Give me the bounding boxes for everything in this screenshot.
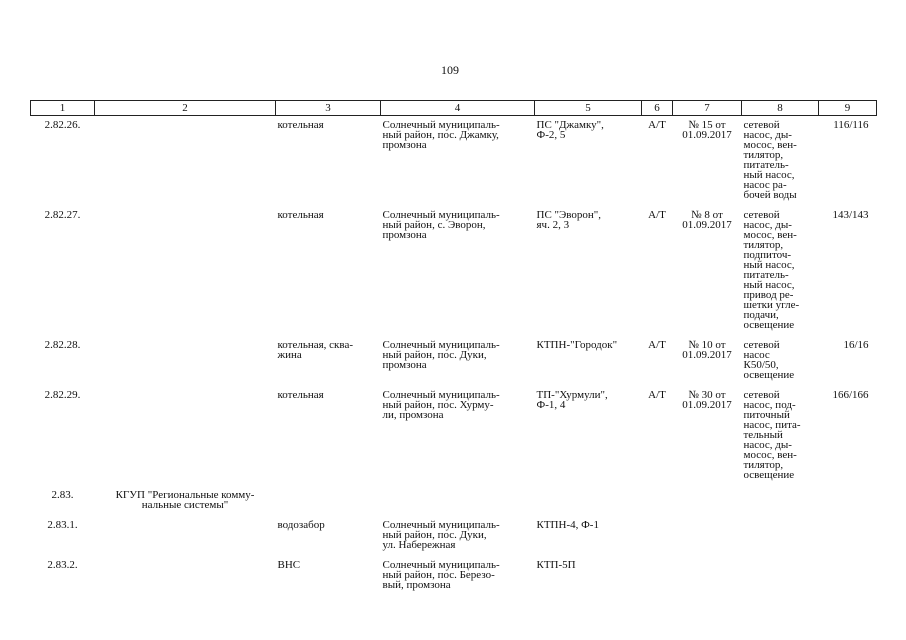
document-cell: № 8 от 01.09.2017	[682, 209, 732, 231]
location-cell: Солнечный муниципаль- ный район, пос. Джамку, промзона	[382, 119, 500, 151]
location-cell: Солнечный муниципаль- ный район, пос. Дуки, ул. Набережная	[382, 519, 500, 551]
equipment-cell: сетевой насос К50/50, освещение	[743, 339, 795, 381]
data-table	[30, 100, 877, 596]
column-header: 3	[276, 101, 381, 116]
document-cell	[673, 516, 742, 556]
table-row	[31, 386, 877, 486]
organization-cell	[95, 556, 276, 596]
facility-type-cell	[276, 486, 381, 516]
location-cell: Солнечный муниципаль- ный район, с. Эворон, промзона	[382, 209, 500, 241]
row-number-cell: 2.83.	[51, 489, 74, 501]
power-cell: 143/143	[832, 209, 869, 221]
row-number-cell: 2.83.2.	[47, 559, 78, 571]
power-cell	[819, 486, 877, 516]
document-cell	[673, 556, 742, 596]
table-row	[31, 486, 877, 516]
organization-cell	[95, 516, 276, 556]
equipment-cell	[742, 516, 819, 556]
feeder-cell: КТПН-4, Ф-1	[536, 519, 599, 531]
organization-cell	[95, 386, 276, 486]
feeder-cell: ПС "Эворон", яч. 2, 3	[536, 209, 602, 231]
equipment-cell	[742, 486, 819, 516]
location-cell: Солнечный муниципаль- ный район, пос. Хурму- ли, промзона	[382, 389, 500, 421]
facility-type-cell: ВНС	[277, 559, 301, 571]
category-cell: А/Т	[648, 389, 666, 401]
row-number-cell: 2.82.27.	[44, 209, 81, 221]
table-row	[31, 116, 877, 207]
equipment-cell: сетевой насос, ды- мосос, вен- тилятор, питатель- ный насос, насос ра- бочей воды	[743, 119, 797, 201]
location-cell: Солнечный муниципаль- ный район, пос. Березо- вый, промзона	[382, 559, 500, 591]
column-number-row	[31, 101, 877, 116]
facility-type-cell: водозабор	[277, 519, 325, 531]
document-cell	[673, 486, 742, 516]
category-cell: А/Т	[648, 119, 666, 131]
column-header: 5	[535, 101, 642, 116]
table-row	[31, 516, 877, 556]
column-header: 1	[31, 101, 95, 116]
category-cell	[642, 556, 673, 596]
equipment-cell	[742, 556, 819, 596]
facility-type-cell: котельная, сква- жина	[277, 339, 353, 361]
organization-cell	[95, 116, 276, 207]
column-header: 4	[381, 101, 535, 116]
feeder-cell: ПС "Джамку", Ф-2, 5	[536, 119, 604, 141]
row-number-cell: 2.83.1.	[47, 519, 78, 531]
page-number: 109	[441, 63, 459, 77]
power-cell	[819, 516, 877, 556]
organization-cell	[95, 336, 276, 386]
document-cell: № 10 от 01.09.2017	[682, 339, 732, 361]
power-cell: 166/166	[832, 389, 869, 401]
column-header: 7	[673, 101, 742, 116]
facility-type-cell: котельная	[277, 119, 324, 131]
document-cell: № 15 от 01.09.2017	[682, 119, 732, 141]
column-header: 9	[819, 101, 877, 116]
row-number-cell: 2.82.28.	[44, 339, 81, 351]
location-cell: Солнечный муниципаль- ный район, пос. Дуки, промзона	[382, 339, 500, 371]
row-number-cell: 2.82.26.	[44, 119, 81, 131]
category-cell	[642, 516, 673, 556]
table-row	[31, 556, 877, 596]
category-cell: А/Т	[648, 209, 666, 221]
feeder-cell: ТП-"Хурмули", Ф-1, 4	[536, 389, 608, 411]
column-header: 8	[742, 101, 819, 116]
power-cell	[819, 556, 877, 596]
column-header: 6	[642, 101, 673, 116]
equipment-cell: сетевой насос, под- питочный насос, пита- тельный насос, ды- мосос, вен- тилятор, освещение	[743, 389, 801, 481]
power-cell: 16/16	[843, 339, 869, 351]
table-row	[31, 206, 877, 336]
facility-type-cell: котельная	[277, 389, 324, 401]
equipment-cell: сетевой насос, ды- мосос, вен- тилятор, подпиточ- ный насос, питатель- ный насос, привод ре- шетки угле- подачи, освещение	[743, 209, 800, 331]
table-row	[31, 336, 877, 386]
feeder-cell: КТПН-"Городок"	[536, 339, 618, 351]
organization-cell: КГУП "Региональные комму- нальные системы"	[115, 489, 255, 511]
location-cell	[381, 486, 535, 516]
organization-cell	[95, 206, 276, 336]
feeder-cell	[535, 486, 642, 516]
facility-type-cell: котельная	[277, 209, 324, 221]
category-cell	[642, 486, 673, 516]
column-header: 2	[95, 101, 276, 116]
category-cell: А/Т	[648, 339, 666, 351]
power-cell: 116/116	[833, 119, 869, 131]
document-cell: № 30 от 01.09.2017	[682, 389, 732, 411]
row-number-cell: 2.82.29.	[44, 389, 81, 401]
feeder-cell: КТП-5П	[536, 559, 576, 571]
